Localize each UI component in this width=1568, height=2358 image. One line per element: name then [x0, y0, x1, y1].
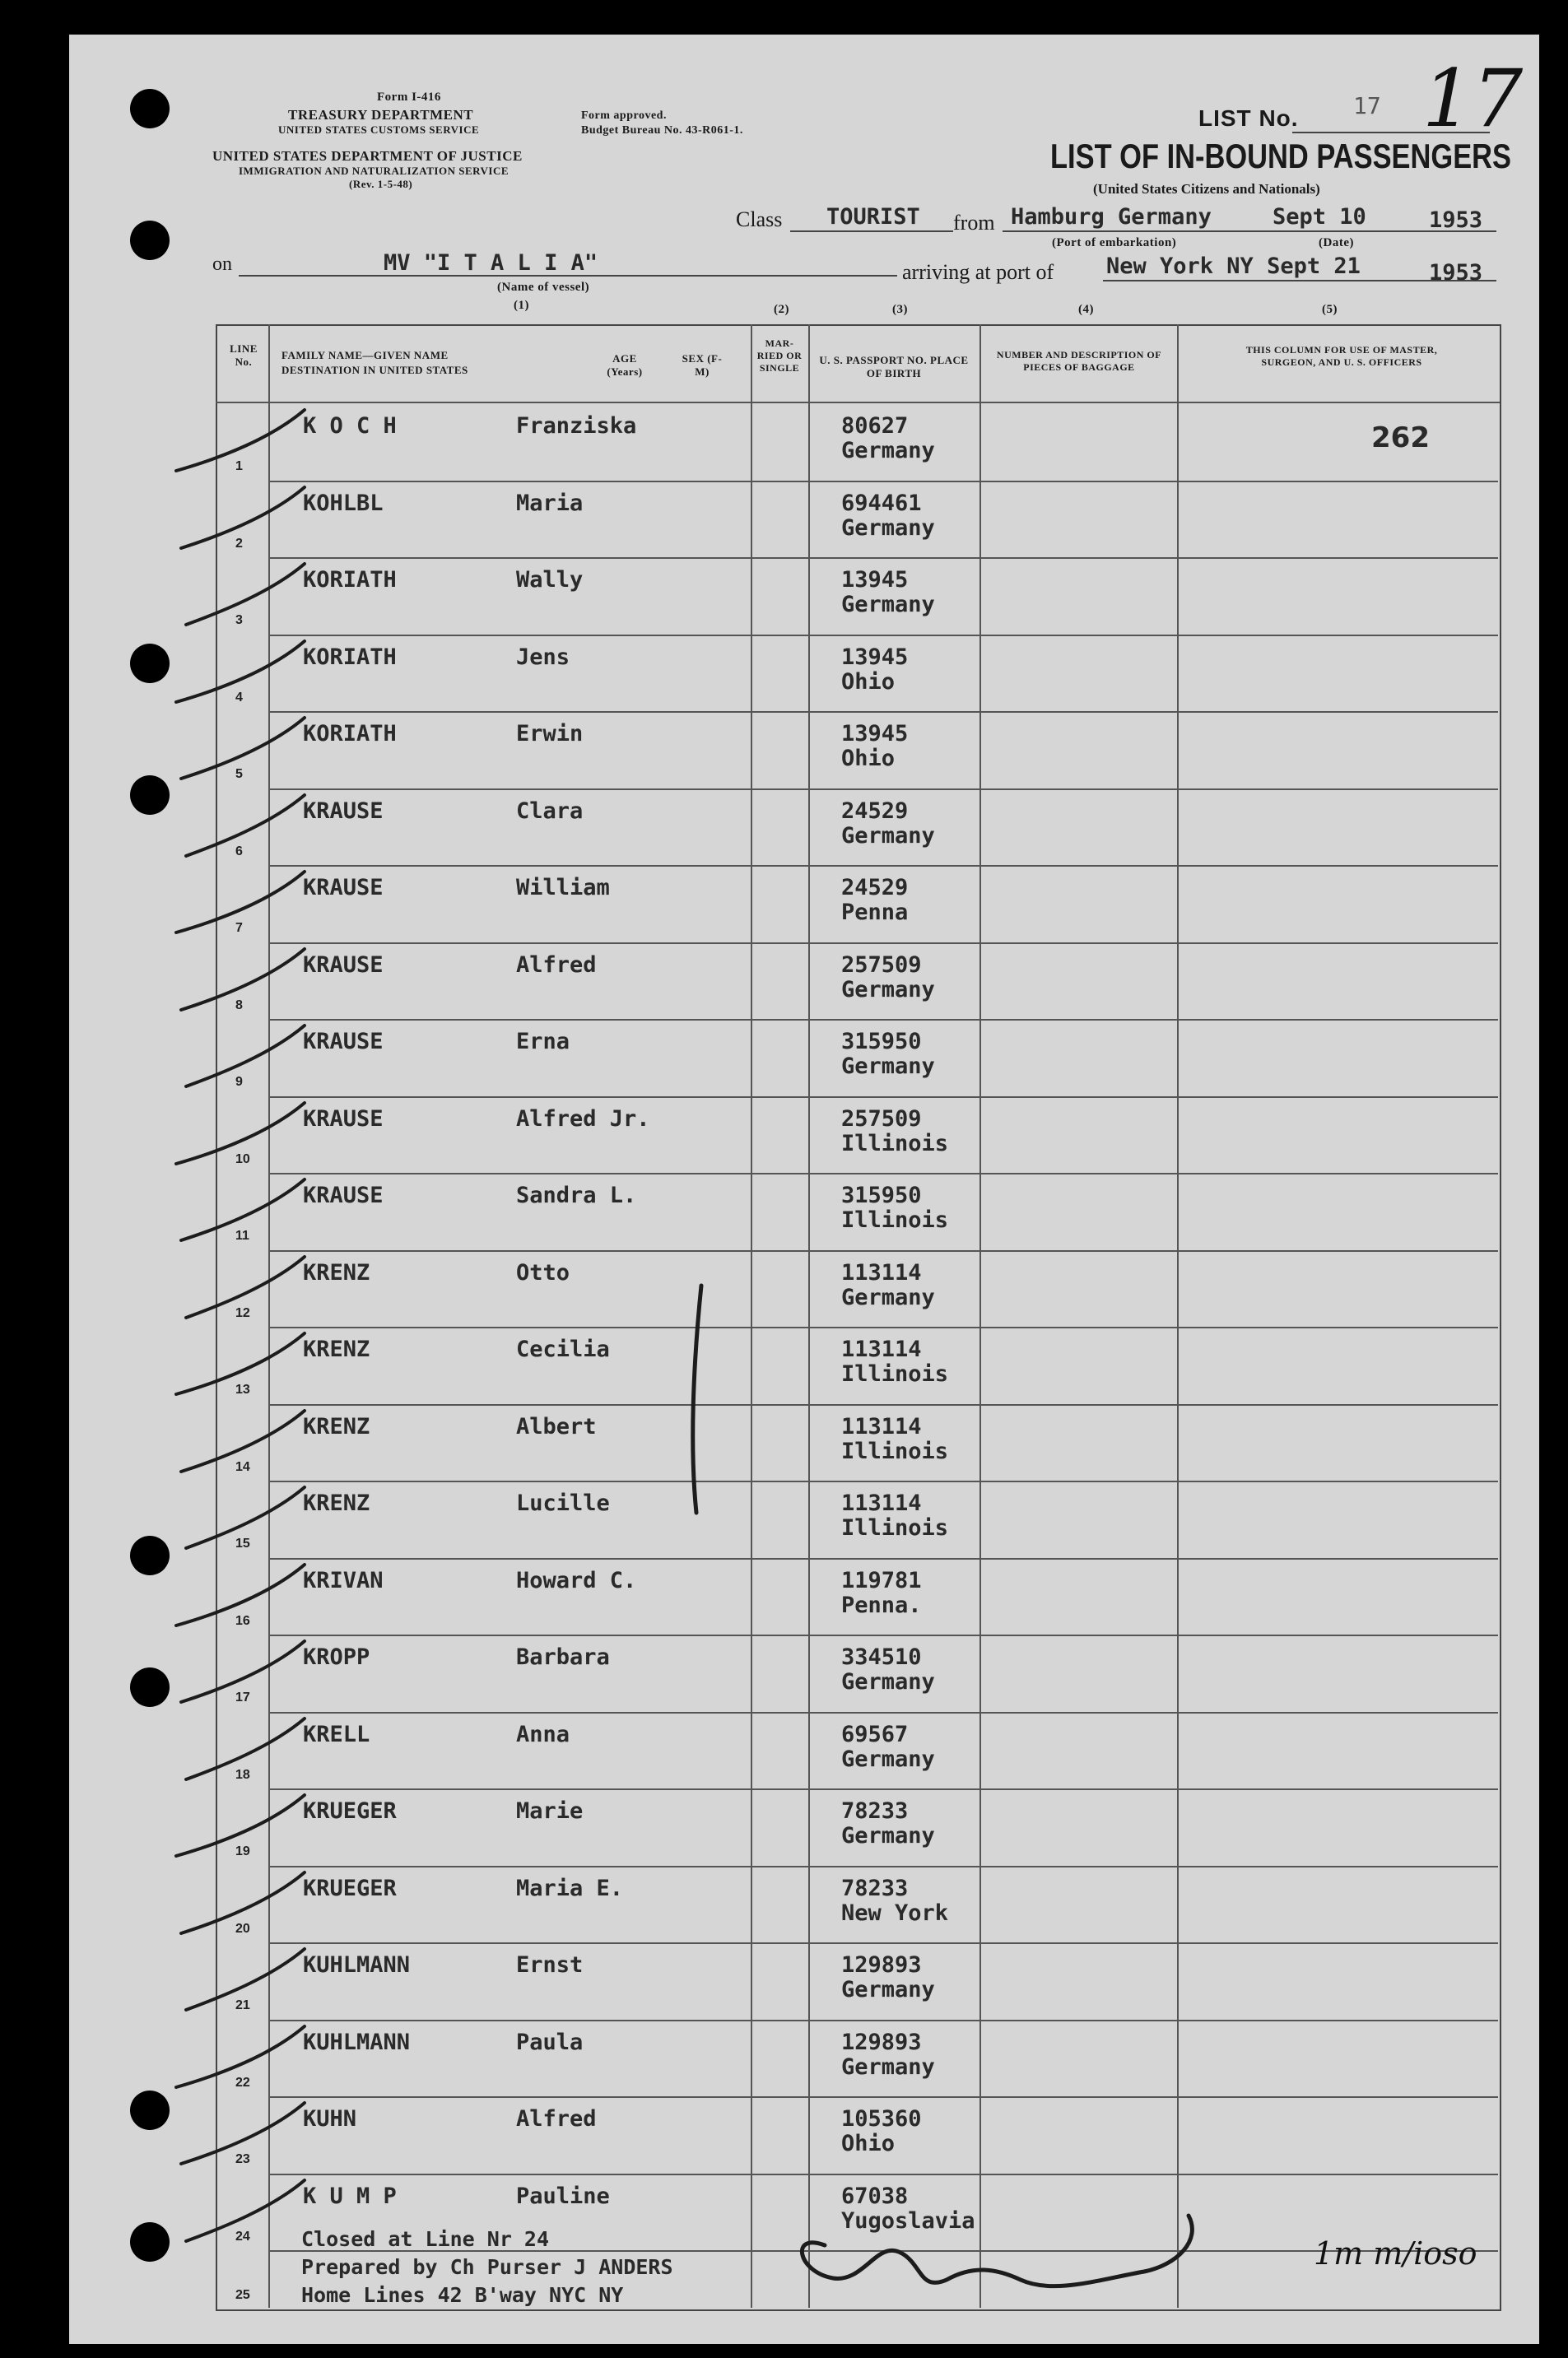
check-mark	[176, 872, 305, 933]
place-of-birth: Ohio	[841, 2131, 896, 2156]
given-name: Alfred Jr.	[516, 1105, 650, 1132]
check-mark	[181, 487, 305, 548]
family-name: KROPP	[303, 1644, 370, 1670]
col-number-4: (4)	[1078, 303, 1094, 316]
given-name: Albert	[516, 1413, 597, 1439]
row-line-number: 1	[235, 459, 243, 473]
family-name: KRENZ	[303, 1259, 370, 1286]
family-name: KUHN	[303, 2106, 357, 2132]
place-of-birth: Germany	[841, 1669, 935, 1695]
place-of-birth: Germany	[841, 2053, 935, 2080]
place-of-birth: Germany	[841, 1746, 935, 1772]
family-name: KRELL	[303, 1721, 370, 1747]
check-mark	[186, 564, 305, 625]
passport-number: 80627	[841, 413, 909, 439]
check-mark	[186, 1487, 305, 1548]
family-name: KRUEGER	[303, 1875, 397, 1901]
given-name: Franziska	[516, 413, 637, 439]
passport-number: 113114	[841, 1491, 922, 1516]
place-of-birth: Germany	[841, 1053, 935, 1079]
customs-service: UNITED STATES CUSTOMS SERVICE	[278, 123, 480, 136]
place-of-birth: Germany	[841, 1977, 935, 2002]
from-label: from	[953, 211, 995, 235]
given-name: Maria	[516, 490, 584, 516]
treasury-department: TREASURY DEPARTMENT	[288, 107, 474, 123]
family-name: KOHLBL	[303, 490, 384, 516]
col-header-age: AGE (Years)	[607, 352, 643, 378]
given-name: Paula	[516, 2029, 584, 2055]
check-mark	[186, 1719, 305, 1779]
given-name: Otto	[516, 1259, 570, 1286]
row-line-number: 2	[235, 536, 243, 551]
family-name: KORIATH	[303, 721, 397, 746]
initials: 1m m/ioso	[1314, 2235, 1477, 2272]
place-of-birth: Illinois	[841, 1361, 949, 1387]
embarkation-date: Sept 10	[1273, 204, 1366, 230]
check-mark	[186, 795, 305, 856]
family-name: KORIATH	[303, 644, 397, 670]
row-line-number: 13	[235, 1383, 250, 1397]
prepared-by: Prepared by Ch Purser J ANDERS	[301, 2255, 673, 2279]
passport-number: 24529	[841, 798, 909, 824]
check-mark	[186, 1949, 305, 2010]
row-line-number: 6	[235, 844, 243, 858]
place-of-birth: Germany	[841, 438, 935, 463]
given-name: Alfred	[516, 2106, 597, 2132]
form-approved: Form approved.	[581, 109, 667, 122]
row-line-number: 15	[235, 1537, 250, 1551]
check-mark	[176, 1333, 305, 1394]
handwritten-bracket	[693, 1286, 701, 1513]
form-number: Form I-416	[377, 91, 441, 104]
given-name: Erwin	[516, 721, 584, 746]
check-mark	[186, 2180, 305, 2241]
given-name: Howard C.	[516, 1567, 637, 1593]
passport-number: 67038	[841, 2183, 909, 2209]
row-line-number: 9	[235, 1075, 243, 1089]
place-of-birth: Illinois	[841, 1515, 949, 1541]
vessel-name: MV "I T A L I A"	[384, 250, 598, 276]
row-line-number: 11	[235, 1229, 249, 1243]
row-line-number: 10	[235, 1151, 250, 1166]
row-line-number: 12	[235, 1305, 250, 1320]
ins-service: IMMIGRATION AND NATURALIZATION SERVICE	[239, 165, 509, 177]
check-mark	[181, 949, 305, 1010]
passport-number: 113114	[841, 1413, 922, 1439]
passport-number: 334510	[841, 1644, 922, 1670]
family-name: KRAUSE	[303, 1029, 384, 1054]
passport-number: 257509	[841, 1105, 922, 1132]
check-mark	[181, 1872, 305, 1933]
place-of-birth: Germany	[841, 514, 935, 541]
row-line-number: 17	[235, 1691, 250, 1705]
passport-number: 78233	[841, 1875, 909, 1901]
row-line-number: 16	[235, 1613, 250, 1628]
justice-department: UNITED STATES DEPARTMENT OF JUSTICE	[212, 148, 523, 164]
family-name: KRENZ	[303, 1413, 370, 1439]
arrival-year: 1953	[1429, 260, 1483, 286]
given-name: Maria E.	[516, 1875, 624, 1901]
col-number-3: (3)	[892, 303, 908, 316]
date-label: (Date)	[1319, 236, 1354, 249]
place-of-birth: Penna.	[841, 1592, 922, 1618]
arriving-label: arriving at port of	[902, 260, 1054, 284]
place-of-birth: Yugoslavia	[841, 2207, 975, 2234]
col-header-officers: THIS COLUMN FOR USE OF MASTER, SURGEON, AND U. S. OFFICERS	[1245, 344, 1438, 368]
col-header-destination: DESTINATION IN UNITED STATES	[281, 364, 468, 376]
given-name: Cecilia	[516, 1337, 610, 1362]
family-name: K O C H	[303, 413, 397, 439]
given-name: Marie	[516, 1798, 584, 1824]
passport-number: 119781	[841, 1567, 922, 1593]
col-header-line-no: LINE No.	[230, 342, 258, 368]
vessel-label: (Name of vessel)	[497, 281, 590, 294]
family-name: KUHLMANN	[303, 2029, 411, 2055]
handwritten-signature	[802, 2216, 1192, 2286]
officer-note: 262	[1371, 421, 1430, 454]
row-line-number: 8	[235, 998, 243, 1012]
check-mark	[181, 1411, 305, 1472]
list-no-handwritten: 17	[1422, 53, 1524, 145]
col-header-sex: SEX (F-M)	[682, 352, 723, 378]
place-of-birth: Illinois	[841, 1130, 949, 1156]
passport-number: 13945	[841, 644, 909, 670]
family-name: KUHLMANN	[303, 1952, 411, 1978]
row-line-number: 3	[235, 613, 243, 627]
passport-number: 129893	[841, 2029, 922, 2055]
family-name: KORIATH	[303, 567, 397, 593]
check-mark	[176, 2026, 305, 2087]
family-name: KRENZ	[303, 1337, 370, 1362]
row-line-number: 14	[235, 1459, 250, 1474]
col-header-married: MAR-RIED OR SINGLE	[756, 337, 803, 374]
row-line-number: 24	[235, 2229, 250, 2244]
given-name: Barbara	[516, 1644, 610, 1670]
check-mark	[186, 1257, 305, 1318]
row-line-number: 7	[235, 921, 243, 935]
passport-number: 257509	[841, 951, 922, 978]
check-mark	[176, 641, 305, 702]
row-line-number: 4	[235, 690, 243, 705]
passport-number: 69567	[841, 1721, 909, 1747]
class-label: Class	[736, 207, 783, 231]
given-name: Anna	[516, 1721, 570, 1747]
closed-at-line: Closed at Line Nr 24	[301, 2227, 550, 2251]
passport-number: 24529	[841, 875, 909, 900]
check-mark	[176, 1795, 305, 1856]
passport-number: 13945	[841, 721, 909, 746]
place-of-birth: Germany	[841, 976, 935, 1002]
place-of-birth: Germany	[841, 592, 935, 617]
col-number-5: (5)	[1322, 303, 1338, 316]
place-of-birth: Illinois	[841, 1207, 949, 1233]
check-mark	[186, 1026, 305, 1086]
given-name: Sandra L.	[516, 1183, 637, 1208]
given-name: Pauline	[516, 2183, 610, 2209]
check-mark	[176, 1103, 305, 1164]
passport-number: 113114	[841, 1337, 922, 1362]
row-line-number: 19	[235, 1844, 250, 1858]
family-name: KRAUSE	[303, 798, 384, 824]
check-mark	[176, 1565, 305, 1625]
place-of-birth: Ohio	[841, 746, 896, 771]
row-line-number: 23	[235, 2152, 250, 2166]
row-line-number: 25	[235, 2288, 250, 2302]
given-name: William	[516, 875, 610, 900]
list-title: LIST OF IN-BOUND PASSENGERS	[1050, 137, 1512, 175]
given-name: Lucille	[516, 1491, 610, 1516]
embarkation-port: Hamburg Germany	[1011, 204, 1212, 230]
passport-number: 78233	[841, 1798, 909, 1824]
passport-number: 129893	[841, 1952, 922, 1978]
family-name: KRAUSE	[303, 951, 384, 978]
passport-number: 13945	[841, 567, 909, 593]
row-line-number: 22	[235, 2075, 250, 2090]
passport-number: 105360	[841, 2106, 922, 2132]
list-no-value: 17	[1353, 92, 1381, 119]
place-of-birth: Germany	[841, 1823, 935, 1849]
given-name: Erna	[516, 1029, 570, 1054]
check-mark	[176, 410, 305, 471]
place-of-birth: Germany	[841, 1284, 935, 1310]
family-name: KRIVAN	[303, 1567, 384, 1593]
embarkation-year: 1953	[1429, 207, 1483, 233]
row-line-number: 20	[235, 1921, 250, 1936]
row-line-number: 18	[235, 1767, 250, 1782]
passport-number: 315950	[841, 1183, 922, 1208]
list-subtitle: (United States Citizens and Nationals)	[1093, 181, 1320, 197]
place-of-birth: New York	[841, 1900, 949, 1926]
vessel-col-number: (1)	[514, 299, 529, 312]
given-name: Ernst	[516, 1952, 584, 1978]
check-mark	[181, 2103, 305, 2164]
family-name: KRAUSE	[303, 1105, 384, 1132]
family-name: KRENZ	[303, 1491, 370, 1516]
col-number-2: (2)	[774, 303, 789, 316]
given-name: Clara	[516, 798, 584, 824]
col-header-family-name: FAMILY NAME—GIVEN NAME	[281, 349, 449, 361]
passport-number: 694461	[841, 490, 922, 516]
list-no-label: LIST No.	[1198, 105, 1299, 131]
passport-number: 113114	[841, 1259, 922, 1286]
class-value: TOURIST	[826, 204, 920, 230]
col-header-baggage: NUMBER AND DESCRIPTION OF PIECES OF BAGGAGE	[996, 349, 1162, 373]
row-line-number: 21	[235, 1998, 250, 2012]
place-of-birth: Penna	[841, 900, 909, 925]
check-mark	[181, 718, 305, 779]
arrival-port: New York NY Sept 21	[1106, 253, 1361, 279]
passport-number: 315950	[841, 1029, 922, 1054]
given-name: Alfred	[516, 951, 597, 978]
check-mark	[181, 1179, 305, 1240]
on-label: on	[212, 253, 232, 275]
check-mark	[181, 1641, 305, 1702]
family-name: K U M P	[303, 2183, 397, 2209]
row-line-number: 5	[235, 767, 243, 781]
home-lines: Home Lines 42 B'way NYC NY	[301, 2283, 624, 2307]
port-embark-label: (Port of embarkation)	[1052, 236, 1177, 249]
budget-bureau: Budget Bureau No. 43-R061-1.	[581, 124, 743, 137]
place-of-birth: Germany	[841, 822, 935, 849]
family-name: KRAUSE	[303, 1183, 384, 1208]
place-of-birth: Illinois	[841, 1438, 949, 1464]
given-name: Wally	[516, 567, 584, 593]
form-revision: (Rev. 1-5-48)	[349, 178, 413, 190]
family-name: KRAUSE	[303, 875, 384, 900]
given-name: Jens	[516, 644, 570, 670]
col-header-passport: U. S. PASSPORT NO. PLACE OF BIRTH	[819, 354, 969, 379]
place-of-birth: Ohio	[841, 668, 896, 695]
family-name: KRUEGER	[303, 1798, 397, 1824]
